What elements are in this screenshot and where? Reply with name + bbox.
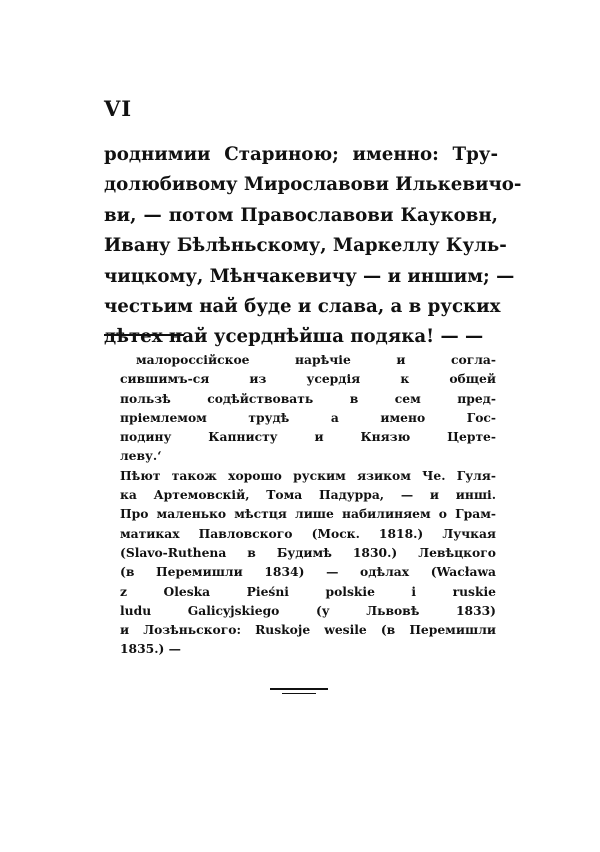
footnote-block — [120, 350, 496, 659]
main-text-line: ви, — потом Православови Кауковн, — [104, 204, 498, 226]
footnote-line: ка Артемовскій, Тома Падурра, — и инші. — [120, 487, 496, 503]
footnote-line: малороссійское нарѣчіе и согла- — [136, 352, 496, 367]
footnote-separator-rule — [104, 334, 184, 336]
page-number: VI — [104, 96, 133, 121]
footnote-line: Пѣют також хорошо руским язиком Че. Гуля- — [120, 467, 496, 483]
footnote-line: (Slavo-Ruthena в Будимѣ 1830.) Левѣцкого — [120, 544, 496, 560]
footnote-line: ludu Galicyjskiego (у Львовѣ 1833) — [120, 602, 496, 618]
footnote-line: сившимъ-ся из усердія к общей — [120, 371, 496, 387]
main-text-line: чицкому, Мѣнчакевичу — и иншим; — — [104, 265, 515, 287]
footnote-line: матиках Павловского (Моск. 1818.) Лучкая — [120, 525, 496, 541]
main-text-line: роднимии Стариною; именно: Тру- — [104, 144, 498, 165]
main-text-line: честьим най буде и слава, а в руских — [104, 296, 501, 318]
footnote-line: z Oleska Pieśni polskie i ruskie — [120, 583, 496, 599]
end-ornament-rule-thin — [282, 693, 316, 694]
footnote-line: леву.‘ — [120, 448, 162, 464]
footnote-line: пріемлемом трудѣ а имено Гос- — [120, 409, 496, 425]
footnote-line: подину Капнисту и Князю Церте- — [120, 429, 496, 445]
main-text-block — [104, 140, 522, 353]
footnote-line: 1835.) — — [120, 641, 181, 657]
footnote-line: пользѣ содѣйствовать в сем пред- — [120, 390, 496, 406]
main-text-line: долюбивому Мирославови Илькевичо- — [104, 174, 522, 196]
footnote-line: Про маленько мѣстця лише набилиняем о Грам- — [120, 506, 496, 522]
end-ornament-rule — [270, 688, 328, 690]
main-text-line: Ивану Бѣлѣньскому, Маркеллу Куль- — [104, 235, 507, 257]
footnote-line: и Лозѣньского: Ruskoje wesile (в Перемишли — [120, 622, 496, 638]
footnote-line: (в Перемишли 1834) — одѣлах (Wacława — [120, 564, 496, 580]
main-text-line: дѣтех най усерднѣйша подяка! — — — [104, 326, 484, 348]
